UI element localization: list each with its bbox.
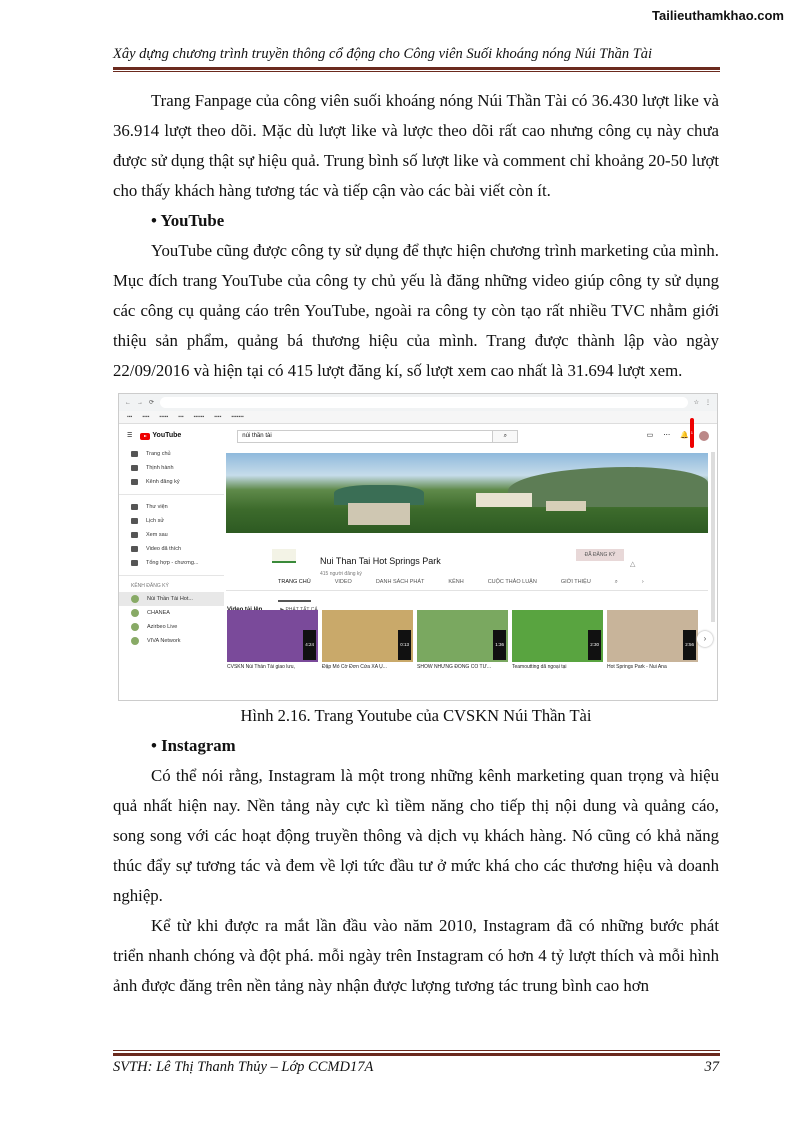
tab-playlists: DANH SÁCH PHÁT xyxy=(375,578,425,585)
footer-rule xyxy=(113,1053,720,1056)
paragraph-instagram-1: Có thể nói rằng, Instagram là một trong những kênh marketing quan trọng và hiệu quả nhất hiện nay. Nền tảng này cực kì tiềm năng cho tiếp thị nội dung và quảng cáo, song song với các hoạt động truyền thông và dịch vụ khách hàng. Nó cũng có khả năng thúc đẩy sự tương tác và đem về lợi tức đầu tư ở mức khá cho các thương hiệu và doanh nghiệp. xyxy=(113,766,719,905)
channel-subscribers: 415 người đăng ký xyxy=(320,571,362,577)
apps-grid-icon: ⋯ xyxy=(663,432,671,439)
watch-later-icon xyxy=(131,532,138,538)
hamburger-icon: ☰ xyxy=(127,433,133,439)
yt-sidebar: Trang chủ Thịnh hành Kênh đăng ký Thư viện Lịch sử Xem sau Video đã thích Tổng hợp - chương... KÊNH ĐĂNG KÝ Núi Thần Tài Hot... CHANEA Azirbeo Live VIVA Network xyxy=(119,447,224,700)
like-icon xyxy=(131,546,138,552)
star-icon: ☆ xyxy=(693,399,699,406)
chevron-right-icon: › xyxy=(641,578,644,585)
avatar xyxy=(699,431,709,441)
page-header: Xây dựng chương trình truyền thông cổ động cho Công viên Suối khoáng nóng Núi Thần Tài xyxy=(113,46,653,62)
tab-about: GIỚI THIỆU xyxy=(560,578,591,585)
header-rule-thin xyxy=(113,71,720,72)
video-thumbnail: 2:56 Hot Springs Park - Nui Ana xyxy=(607,610,698,670)
footer-rule-thin xyxy=(113,1050,720,1051)
page-number: 37 xyxy=(704,1059,719,1075)
video-camera-icon: ▭ xyxy=(646,432,654,439)
reload-icon: ⟳ xyxy=(149,399,155,406)
watermark: Tailieuthamkhao.com xyxy=(652,8,784,23)
scrollbar xyxy=(711,452,715,622)
playlist-icon xyxy=(131,560,138,566)
heading-instagram: • Instagram xyxy=(151,736,236,755)
bell-icon: 🔔 1 xyxy=(680,421,689,451)
paragraph-instagram-2: Kể từ khi được ra mắt lần đầu vào năm 2010, Instagram đã có những bước phát triển nhanh chóng và đột phá. mỗi ngày trên Instagram có hơn 4 tỷ lượt thích và mỗi hình ảnh được đăng trên nền tảng này nhận được lượng tương tác trung bình cao hơn xyxy=(113,916,719,995)
video-thumbnail: 0:13 Đập Mỏ Cờ Đơn Cửa XA Ụ... xyxy=(322,610,413,670)
url-field xyxy=(160,397,688,408)
library-icon xyxy=(131,504,138,510)
search-icon: ⌕ xyxy=(492,430,518,443)
forward-icon: → xyxy=(137,399,143,406)
video-thumbnail: 1:36 SHOW NHỮNG ĐỒNG CỎ TỪ... xyxy=(417,610,508,670)
video-thumbnail: 4:24 CVSKN Núi Thần Tài giao lưu, xyxy=(227,610,318,670)
video-list xyxy=(227,610,707,670)
notification-bell-icon: △ xyxy=(630,561,636,568)
tab-channels: KÊNH xyxy=(448,578,464,585)
figure-caption: Hình 2.16. Trang Youtube của CVSKN Núi Thần Tài xyxy=(240,706,592,725)
yt-topbar xyxy=(119,424,717,448)
tab-videos: VIDEO xyxy=(334,578,352,585)
history-icon xyxy=(131,518,138,524)
header-rule xyxy=(113,67,720,70)
page-footer xyxy=(113,1059,719,1076)
menu-dots-icon: ⋮ xyxy=(705,399,711,406)
back-icon: ← xyxy=(125,399,131,406)
bookmarks-bar: ▪▪▪ ▪▪▪▪ ▪▪▪▪▪ ▪▪▪ ▪▪▪▪▪▪ ▪▪▪▪ ▪▪▪▪▪▪▪ xyxy=(119,411,717,424)
channel-tabs xyxy=(226,573,708,591)
video-thumbnail: 2:30 Teamoutting dã ngoại tại xyxy=(512,610,603,670)
page-content xyxy=(113,86,719,1001)
tab-discussion: CUỘC THẢO LUẬN xyxy=(487,578,537,585)
trending-icon xyxy=(131,465,138,471)
search-icon-tab: ⌕ xyxy=(614,578,618,585)
heading-youtube: • YouTube xyxy=(151,211,225,230)
channel-banner xyxy=(226,453,708,533)
paragraph-fanpage: Trang Fanpage của công viên suối khoáng nóng Núi Thần Tài có 36.430 lượt like và 36.914 lượt theo dõi. Mặc dù lượt like và lược theo dõi rất cao nhưng công cụ này chưa được sử dụng thật sự hiệu quả. Trung bình số lượt like và comment chỉ khoảng 20-50 lượt cho thấy khách hàng tương tác và tiếp cận vào các bài viết còn ít. xyxy=(113,91,719,200)
paragraph-youtube: YouTube cũng được công ty sử dụng để thực hiện chương trình marketing của mình. Mục đích trang YouTube của công ty chủ yếu là đăng những video giúp công ty sử dụng các công cụ quảng cáo trên YouTube, ngoài ra công ty còn tạo rất nhiều TVC nhằm giới thiệu sản phẩm, quảng bá thương hiệu của mình. Trang được thành lập vào ngày 22/09/2016 và hiện tại có 415 lượt đăng kí, số lượt xem cao nhất là 31.694 lượt xem. xyxy=(113,241,719,380)
channel-name: Nui Than Tai Hot Springs Park xyxy=(320,556,441,566)
youtube-logo: YouTube xyxy=(140,421,181,451)
channel-logo xyxy=(272,549,296,563)
yt-search-input: núi thần tài xyxy=(237,430,493,443)
youtube-screenshot xyxy=(118,393,718,701)
next-arrow-icon: › xyxy=(697,631,713,647)
home-icon xyxy=(131,451,138,457)
tab-home: TRANG CHỦ xyxy=(278,567,311,602)
subscriptions-icon xyxy=(131,479,138,485)
footer-author: SVTH: Lê Thị Thanh Thủy – Lớp CCMD17A xyxy=(113,1059,374,1075)
browser-address-bar xyxy=(119,394,717,411)
subscribe-button: ĐÃ ĐĂNG KÝ xyxy=(576,549,624,561)
